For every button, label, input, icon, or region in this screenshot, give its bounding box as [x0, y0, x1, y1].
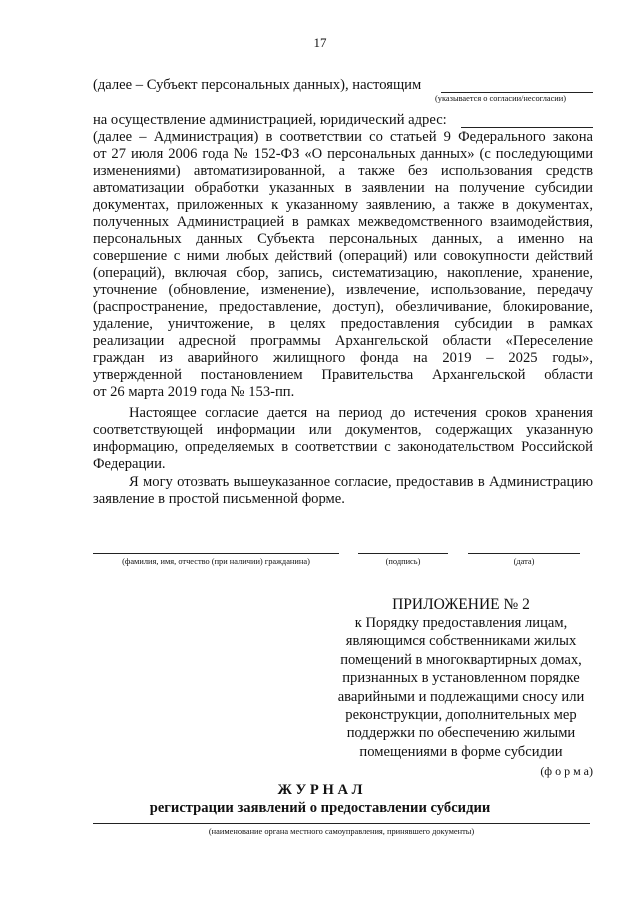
journal-subtitle: регистрации заявлений о предоставлении субсидии: [149, 800, 491, 816]
organ-caption: (наименование органа местного самоуправления, принявшего документы): [208, 827, 475, 836]
date-line: [468, 553, 580, 554]
date-caption: (дата): [513, 557, 535, 566]
consent-hint: (указывается о согласии/несогласии): [435, 94, 567, 103]
paragraph-revoke: Я могу отозвать вышеуказанное согласие, предоставив в Администрацию заявление в простой письменной форме.: [93, 474, 593, 507]
appendix-block: ПРИЛОЖЕНИЕ № 2 к Порядку предоставления лицам, являющимся собственниками жилых помещений в многоквартирных домах, признанных в установленном порядке аварийными и подлежащими сносу или реконструкции, дополнительных мер поддержки по обеспечению жилыми помещениями в форме субсидии: [330, 595, 592, 761]
consent-line-intro: (далее – Субъект персональных данных), настоящим: [93, 77, 422, 93]
paragraph-consent: (далее – Администрация) в соответствии со статьей 9 Федерального закона от 27 июля 2006 года № 152-ФЗ «О персональных данных» (с последующими изменениями) автоматизированной, а также без использования средств автоматизации обработки указанных в заявлении на получение субсидии документах, приложенных к указанному заявлению, а также в документах, полученных Администрацией в рамках межведомственного взаимодействия, персональных данных Субъекта персональных данных, а именно на совершение с ними любых действий (операций) или совокупности действий (операций), включая сбор, запись, систематизацию, накопление, хранение, уточнение (обновление, изменение), извлечение, использование, передачу (распространение, предоставление, доступ), обезличивание, блокирование, удаление, уничтожение, в целях предоставления субсидии в рамках реализации адресной программы Архангельской области «Переселение граждан из аварийного жилищного фонда на 2019 – 2025 годы», утвержденной постановлением Правительства Архангельской области от 26 марта 2019 года № 153-пп.: [93, 129, 593, 400]
name-caption: (фамилия, имя, отчество (при наличии) гражданина): [122, 557, 310, 566]
name-signature-line: [93, 553, 339, 554]
address-blank-line: [461, 127, 593, 128]
sign-caption: (подпись): [385, 557, 421, 566]
address-line: на осуществление администрацией, юридический адрес:: [93, 112, 447, 128]
paragraph-period: Настоящее согласие дается на период до истечения сроков хранения соответствующей информации или документов, содержащих указанную информацию, определяемых в соответствии с законодательством Российской Федерации.: [93, 405, 593, 472]
page-number: 17: [313, 35, 327, 50]
organ-blank-line: [93, 823, 590, 824]
sign-line: [358, 553, 448, 554]
consent-blank-line: [441, 92, 593, 93]
form-label: (ф о р м а): [540, 764, 593, 778]
journal-title: Ж У Р Н А Л: [277, 782, 363, 798]
appendix-title: ПРИЛОЖЕНИЕ № 2: [392, 596, 530, 613]
